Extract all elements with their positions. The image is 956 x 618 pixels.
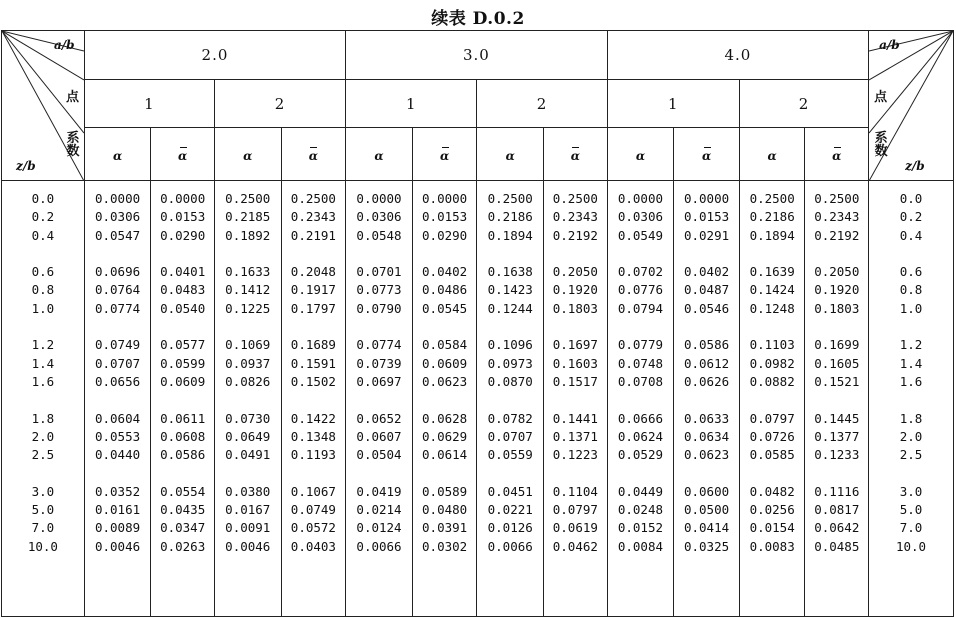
table-cell: 7.0 bbox=[899, 520, 923, 536]
table-cell: 0.0046 bbox=[225, 538, 271, 554]
corner-coef-label-right: 系数 bbox=[874, 131, 888, 159]
table-cell: 0.0609 bbox=[422, 355, 468, 371]
table-cell: 0.2192 bbox=[814, 227, 860, 243]
table-cell: 0.1424 bbox=[749, 282, 795, 298]
table-cell: 0.0696 bbox=[94, 264, 141, 280]
table-cell: 0.1348 bbox=[290, 428, 336, 444]
table-cell: 0.0548 bbox=[356, 227, 402, 243]
table-cell: 0.0486 bbox=[422, 282, 468, 298]
table-cell: 0.0589 bbox=[422, 483, 468, 499]
table-cell: 0.0797 bbox=[749, 410, 795, 426]
table-cell: 5.0 bbox=[31, 502, 55, 518]
corner-ab-label-right: a/b bbox=[879, 38, 900, 52]
value-column bbox=[805, 181, 869, 617]
coef-header-alpha bbox=[477, 128, 544, 181]
table-cell: 0.0487 bbox=[683, 282, 730, 298]
table-cell: 0.1371 bbox=[552, 428, 598, 444]
table-cell: 0.1223 bbox=[552, 447, 598, 463]
table-cell: 0.0291 bbox=[683, 227, 730, 243]
table-cell: 2.0 bbox=[899, 428, 923, 444]
table-cell: 0.0167 bbox=[225, 502, 271, 518]
corner-zb-label: z/b bbox=[16, 159, 36, 173]
table-cell: 0.2500 bbox=[552, 191, 598, 206]
table-cell: 0.0782 bbox=[487, 410, 533, 426]
corner-ab-label: a/b bbox=[54, 38, 75, 52]
table-cell: 0.2 bbox=[31, 209, 55, 225]
table-cell: 0.0485 bbox=[814, 538, 860, 554]
table-cell: 0.0870 bbox=[487, 373, 533, 389]
table-cell: 0.1920 bbox=[552, 282, 598, 298]
table-cell: 0.0263 bbox=[160, 538, 206, 554]
overline-mark bbox=[572, 147, 579, 148]
table-cell: 0.0790 bbox=[356, 300, 402, 316]
table-cell: 0.2500 bbox=[487, 191, 533, 206]
table-cell: 0.1233 bbox=[814, 447, 860, 463]
header-row-point bbox=[2, 80, 954, 128]
table-cell: 0.8 bbox=[31, 282, 55, 298]
table-cell: 0.0748 bbox=[617, 355, 664, 371]
table-cell: 0.2500 bbox=[749, 191, 795, 206]
table-cell: 0.0649 bbox=[225, 428, 271, 444]
coef-header-alpha bbox=[84, 128, 151, 181]
table-cell: 1.0 bbox=[31, 300, 55, 316]
table-cell: 0.1699 bbox=[814, 337, 860, 353]
table-cell: 0.1412 bbox=[225, 282, 271, 298]
table-cell: 0.0352 bbox=[94, 483, 141, 499]
z-b-column-left bbox=[2, 181, 85, 617]
table-cell: 0.1605 bbox=[814, 355, 860, 371]
table-cell: 0.0000 bbox=[356, 191, 402, 206]
table-cell: 0.0611 bbox=[160, 410, 206, 426]
table-cell: 0.0306 bbox=[94, 209, 141, 225]
table-cell: 0.2343 bbox=[290, 209, 336, 225]
table-cell: 0.0066 bbox=[487, 538, 533, 554]
table-cell: 0.0153 bbox=[160, 209, 206, 225]
alpha-bar-symbol: α bbox=[308, 148, 318, 163]
table-cell: 0.0000 bbox=[94, 191, 141, 206]
table-cell: 0.1248 bbox=[749, 300, 795, 316]
table-cell: 0.0607 bbox=[356, 428, 402, 444]
table-cell: 0.0000 bbox=[160, 191, 206, 206]
table-cell: 0.2500 bbox=[290, 191, 336, 206]
table-cell: 1.4 bbox=[899, 355, 923, 371]
table-cell: 1.6 bbox=[31, 373, 55, 389]
table-cell: 0.0529 bbox=[617, 447, 664, 463]
corner-header-left bbox=[2, 31, 85, 181]
corner-zb-label-right: z/b bbox=[905, 159, 925, 173]
table-cell: 0.0586 bbox=[160, 447, 206, 463]
table-cell: 0.0482 bbox=[749, 483, 795, 499]
coef-header-alpha bbox=[214, 128, 281, 181]
table-cell: 0.1423 bbox=[487, 282, 533, 298]
coef-header-alpha bbox=[346, 128, 413, 181]
alpha-symbol: α bbox=[767, 148, 777, 163]
table-cell: 7.0 bbox=[31, 520, 55, 536]
group-header-ab-2: 2.0 bbox=[84, 31, 345, 80]
table-cell: 1.8 bbox=[31, 410, 55, 426]
table-cell: 0.0347 bbox=[160, 520, 206, 536]
table-cell: 0.0000 bbox=[683, 191, 730, 206]
table-cell: 0.1920 bbox=[814, 282, 860, 298]
table-cell: 0.0046 bbox=[94, 538, 141, 554]
table-cell: 0.1803 bbox=[814, 300, 860, 316]
coef-header-alpha-bar bbox=[544, 128, 608, 181]
point-header: 2 bbox=[739, 80, 868, 128]
table-cell: 0.1225 bbox=[225, 300, 271, 316]
corner-point-label: 点 bbox=[66, 90, 80, 105]
table-cell: 0.0656 bbox=[94, 373, 141, 389]
table-cell: 2.5 bbox=[899, 447, 923, 463]
table-cell: 0.0882 bbox=[749, 373, 795, 389]
table-cell: 0.0152 bbox=[617, 520, 664, 536]
table-cell: 0.0402 bbox=[683, 264, 730, 280]
table-cell: 0.1067 bbox=[290, 483, 336, 499]
table-cell: 0.0451 bbox=[487, 483, 533, 499]
point-header: 1 bbox=[84, 80, 214, 128]
point-header: 1 bbox=[607, 80, 739, 128]
table-cell: 0.0702 bbox=[617, 264, 664, 280]
table-cell: 0.0403 bbox=[290, 538, 336, 554]
coef-header-alpha bbox=[739, 128, 805, 181]
table-cell: 0.0500 bbox=[683, 502, 730, 518]
group-header-ab-4: 4.0 bbox=[607, 31, 868, 80]
table-cell: 0.0826 bbox=[225, 373, 271, 389]
table-cell: 0.0623 bbox=[683, 447, 730, 463]
table-cell: 0.0440 bbox=[94, 447, 141, 463]
table-cell: 0.0462 bbox=[552, 538, 598, 554]
table-cell: 1.0 bbox=[899, 300, 923, 316]
table-cell: 0.0730 bbox=[225, 410, 271, 426]
table-cell: 0.0000 bbox=[422, 191, 468, 206]
corner-coef-label: 系数 bbox=[66, 131, 80, 159]
table-cell: 0.2343 bbox=[552, 209, 598, 225]
table-cell: 0.1892 bbox=[225, 227, 271, 243]
table-cell: 0.2185 bbox=[225, 209, 271, 225]
alpha-symbol: α bbox=[112, 148, 123, 163]
table-cell: 0.2500 bbox=[225, 191, 271, 206]
table-cell: 2.5 bbox=[31, 447, 55, 463]
table-cell: 0.0302 bbox=[422, 538, 468, 554]
table-cell: 0.0491 bbox=[225, 447, 271, 463]
table-cell: 0.0774 bbox=[94, 300, 141, 316]
table-cell: 0.0634 bbox=[683, 428, 730, 444]
table-cell: 0.0586 bbox=[683, 337, 730, 353]
table-cell: 0.0391 bbox=[422, 520, 468, 536]
overline-mark bbox=[704, 147, 711, 148]
table-cell: 0.0553 bbox=[94, 428, 141, 444]
table-cell: 0.1639 bbox=[749, 264, 795, 280]
table-cell: 3.0 bbox=[31, 483, 55, 499]
corner-header-right bbox=[869, 31, 954, 181]
table-cell: 0.0306 bbox=[617, 209, 664, 225]
table-cell: 0.1502 bbox=[290, 373, 336, 389]
table-caption: 续表 D.0.2 bbox=[431, 9, 525, 29]
table-cell: 0.0707 bbox=[94, 355, 141, 371]
value-column bbox=[607, 181, 674, 617]
table-cell: 0.0089 bbox=[94, 520, 141, 536]
table-cell: 0.0545 bbox=[422, 300, 468, 316]
coefficient-table bbox=[1, 30, 954, 617]
table-cell: 0.0559 bbox=[487, 447, 533, 463]
table-cell: 0.0435 bbox=[160, 502, 206, 518]
table-cell: 0.0652 bbox=[356, 410, 402, 426]
alpha-symbol: α bbox=[635, 148, 646, 163]
table-cell: 0.0726 bbox=[749, 428, 795, 444]
table-cell: 0.1104 bbox=[552, 483, 598, 499]
coef-header-alpha-bar bbox=[674, 128, 740, 181]
overline-mark bbox=[834, 147, 841, 148]
table-cell: 0.0124 bbox=[356, 520, 402, 536]
table-cell: 3.0 bbox=[899, 483, 923, 499]
value-column bbox=[281, 181, 346, 617]
overline-mark bbox=[442, 147, 449, 148]
table-cell: 0.8 bbox=[899, 282, 923, 298]
table-cell: 0.0248 bbox=[617, 502, 664, 518]
table-cell: 0.0739 bbox=[356, 355, 402, 371]
table-cell: 1.2 bbox=[899, 337, 923, 353]
table-cell: 0.0 bbox=[899, 191, 923, 206]
table-cell: 0.0584 bbox=[422, 337, 468, 353]
table-cell: 0.2191 bbox=[290, 227, 336, 243]
table-cell: 0.0401 bbox=[160, 264, 206, 280]
table-cell: 0.2048 bbox=[290, 264, 336, 280]
table-cell: 0.0982 bbox=[749, 355, 795, 371]
table-cell: 0.0083 bbox=[749, 538, 795, 554]
table-cell: 0.0084 bbox=[617, 538, 664, 554]
table-cell: 0.0626 bbox=[683, 373, 730, 389]
overline-mark bbox=[310, 147, 317, 148]
table-cell: 0.0708 bbox=[617, 373, 664, 389]
table-cell: 0.0794 bbox=[617, 300, 664, 316]
table-cell: 10.0 bbox=[27, 538, 58, 554]
table-cell: 0.0642 bbox=[814, 520, 860, 536]
value-column bbox=[412, 181, 477, 617]
value-column bbox=[84, 181, 151, 617]
table-cell: 0.0608 bbox=[160, 428, 206, 444]
value-column bbox=[346, 181, 413, 617]
table-cell: 0.0546 bbox=[683, 300, 730, 316]
table-cell: 0.1069 bbox=[225, 337, 271, 353]
table-cell: 0.1096 bbox=[487, 337, 533, 353]
alpha-bar-symbol: α bbox=[701, 148, 712, 163]
table-cell: 0.2050 bbox=[814, 264, 860, 280]
table-cell: 0.1894 bbox=[749, 227, 795, 243]
table-cell: 0.1633 bbox=[225, 264, 271, 280]
group-header-ab-3: 3.0 bbox=[346, 31, 607, 80]
value-column bbox=[214, 181, 281, 617]
table-cell: 0.6 bbox=[899, 264, 923, 280]
table-cell: 0.0707 bbox=[487, 428, 533, 444]
value-column bbox=[674, 181, 740, 617]
table-cell: 0.2 bbox=[899, 209, 923, 225]
table-cell: 0.0325 bbox=[683, 538, 730, 554]
table-cell: 0.2186 bbox=[749, 209, 795, 225]
table-cell: 0.0600 bbox=[683, 483, 730, 499]
table-cell: 0.0256 bbox=[749, 502, 795, 518]
table-cell: 0.0797 bbox=[552, 502, 598, 518]
table-cell: 0.2192 bbox=[552, 227, 598, 243]
table-cell: 0.0577 bbox=[160, 337, 206, 353]
table-cell: 0.0628 bbox=[422, 410, 468, 426]
table-cell: 0.0483 bbox=[160, 282, 206, 298]
table-cell: 0.0554 bbox=[160, 483, 206, 499]
table-cell: 0.1193 bbox=[290, 447, 336, 463]
table-cell: 0.0623 bbox=[422, 373, 468, 389]
table-cell: 0.0624 bbox=[617, 428, 664, 444]
table-cell: 0.0572 bbox=[290, 520, 336, 536]
point-header: 2 bbox=[214, 80, 345, 128]
table-cell: 0.1894 bbox=[487, 227, 533, 243]
table-cell: 0.0776 bbox=[617, 282, 664, 298]
table-cell: 0.1797 bbox=[290, 300, 336, 316]
alpha-symbol: α bbox=[243, 148, 253, 163]
table-cell: 0.0066 bbox=[356, 538, 402, 554]
table-cell: 0.0091 bbox=[225, 520, 271, 536]
table-cell: 0.0937 bbox=[225, 355, 271, 371]
table-cell: 0.0604 bbox=[94, 410, 141, 426]
table-cell: 0.0419 bbox=[356, 483, 402, 499]
alpha-bar-symbol: α bbox=[570, 148, 580, 163]
table-cell: 0.0153 bbox=[422, 209, 468, 225]
table-cell: 0.1638 bbox=[487, 264, 533, 280]
table-cell: 0.0619 bbox=[552, 520, 598, 536]
table-cell: 1.2 bbox=[31, 337, 55, 353]
table-cell: 0.0126 bbox=[487, 520, 533, 536]
table-cell: 0.4 bbox=[31, 227, 55, 243]
table-cell: 1.4 bbox=[31, 355, 55, 371]
table-cell: 0.4 bbox=[899, 227, 923, 243]
table-cell: 0.0547 bbox=[94, 227, 141, 243]
table-cell: 0.2186 bbox=[487, 209, 533, 225]
table-cell: 0.0614 bbox=[422, 447, 468, 463]
coef-header-alpha-bar bbox=[281, 128, 346, 181]
table-cell: 0.1441 bbox=[552, 410, 598, 426]
value-column bbox=[739, 181, 805, 617]
table-cell: 0.0480 bbox=[422, 502, 468, 518]
table-cell: 0.0214 bbox=[356, 502, 402, 518]
header-row-coefficient bbox=[2, 128, 954, 181]
table-cell: 0.0666 bbox=[617, 410, 664, 426]
table-cell: 0.0764 bbox=[94, 282, 141, 298]
table-cell: 0.0221 bbox=[487, 502, 533, 518]
value-column bbox=[544, 181, 608, 617]
value-column bbox=[477, 181, 544, 617]
table-cell: 0.0154 bbox=[749, 520, 795, 536]
alpha-symbol: α bbox=[374, 148, 384, 163]
table-cell: 0.0161 bbox=[94, 502, 141, 518]
table-cell: 0.1803 bbox=[552, 300, 598, 316]
table-cell: 0.2500 bbox=[814, 191, 860, 206]
table-cell: 0.2050 bbox=[552, 264, 598, 280]
table-cell: 0.1244 bbox=[487, 300, 533, 316]
table-cell: 0.1591 bbox=[290, 355, 336, 371]
table-cell: 0.1517 bbox=[552, 373, 598, 389]
table-cell: 0.0402 bbox=[422, 264, 468, 280]
alpha-bar-symbol: α bbox=[832, 148, 842, 163]
point-header: 1 bbox=[346, 80, 477, 128]
table-cell: 0.0749 bbox=[94, 337, 141, 353]
table-cell: 0.1377 bbox=[814, 428, 860, 444]
value-column bbox=[151, 181, 215, 617]
table-cell: 0.0774 bbox=[356, 337, 402, 353]
table-cell: 0.0540 bbox=[160, 300, 206, 316]
table-cell: 10.0 bbox=[895, 538, 927, 554]
table-cell: 0.0817 bbox=[814, 502, 860, 518]
table-cell: 0.0612 bbox=[683, 355, 730, 371]
table-cell: 0.1689 bbox=[290, 337, 336, 353]
table-cell: 0.0306 bbox=[356, 209, 402, 225]
alpha-bar-symbol: α bbox=[178, 148, 188, 163]
table-cell: 0.1103 bbox=[749, 337, 795, 353]
table-cell: 0.0414 bbox=[683, 520, 730, 536]
table-cell: 0.0504 bbox=[356, 447, 402, 463]
table-cell: 0.1422 bbox=[290, 410, 336, 426]
alpha-symbol: α bbox=[505, 148, 515, 163]
table-cell: 0.1521 bbox=[814, 373, 860, 389]
table-cell: 0.0697 bbox=[356, 373, 402, 389]
table-cell: 0.0779 bbox=[617, 337, 664, 353]
table-cell: 0.0449 bbox=[617, 483, 664, 499]
coef-header-alpha-bar bbox=[151, 128, 215, 181]
header-row-ab bbox=[2, 31, 954, 80]
coef-header-alpha bbox=[607, 128, 674, 181]
table-cell: 0.0380 bbox=[225, 483, 271, 499]
table-cell: 0.0599 bbox=[160, 355, 206, 371]
table-cell: 5.0 bbox=[899, 502, 923, 518]
table-cell: 0.0290 bbox=[422, 227, 468, 243]
table-cell: 0.0000 bbox=[617, 191, 664, 206]
table-cell: 1.6 bbox=[899, 373, 923, 389]
coef-header-alpha-bar bbox=[412, 128, 477, 181]
table-cell: 0.6 bbox=[31, 264, 55, 280]
table-cell: 1.8 bbox=[899, 410, 923, 426]
corner-point-label-right: 点 bbox=[874, 90, 888, 105]
table-cell: 0.0 bbox=[31, 191, 55, 206]
data-row bbox=[2, 181, 954, 617]
table-cell: 0.1917 bbox=[290, 282, 336, 298]
table-cell: 0.0749 bbox=[290, 502, 336, 518]
coef-header-alpha-bar bbox=[805, 128, 869, 181]
z-b-column-right bbox=[869, 181, 954, 617]
table-cell: 0.0629 bbox=[422, 428, 468, 444]
overline-mark bbox=[180, 147, 187, 148]
table-cell: 0.1603 bbox=[552, 355, 598, 371]
table-cell: 0.0549 bbox=[617, 227, 664, 243]
table-cell: 0.1445 bbox=[814, 410, 860, 426]
table-cell: 0.2343 bbox=[814, 209, 860, 225]
table-cell: 0.0153 bbox=[683, 209, 730, 225]
table-cell: 0.1116 bbox=[814, 483, 860, 499]
alpha-bar-symbol: α bbox=[439, 148, 450, 163]
table-cell: 2.0 bbox=[31, 428, 55, 444]
point-header: 2 bbox=[477, 80, 607, 128]
table-cell: 0.0633 bbox=[683, 410, 730, 426]
table-cell: 0.0585 bbox=[749, 447, 795, 463]
table-cell: 0.0290 bbox=[160, 227, 206, 243]
table-cell: 0.0609 bbox=[160, 373, 206, 389]
table-cell: 0.0773 bbox=[356, 282, 402, 298]
table-cell: 0.1697 bbox=[552, 337, 598, 353]
table-cell: 0.0973 bbox=[487, 355, 533, 371]
table-cell: 0.0701 bbox=[356, 264, 402, 280]
